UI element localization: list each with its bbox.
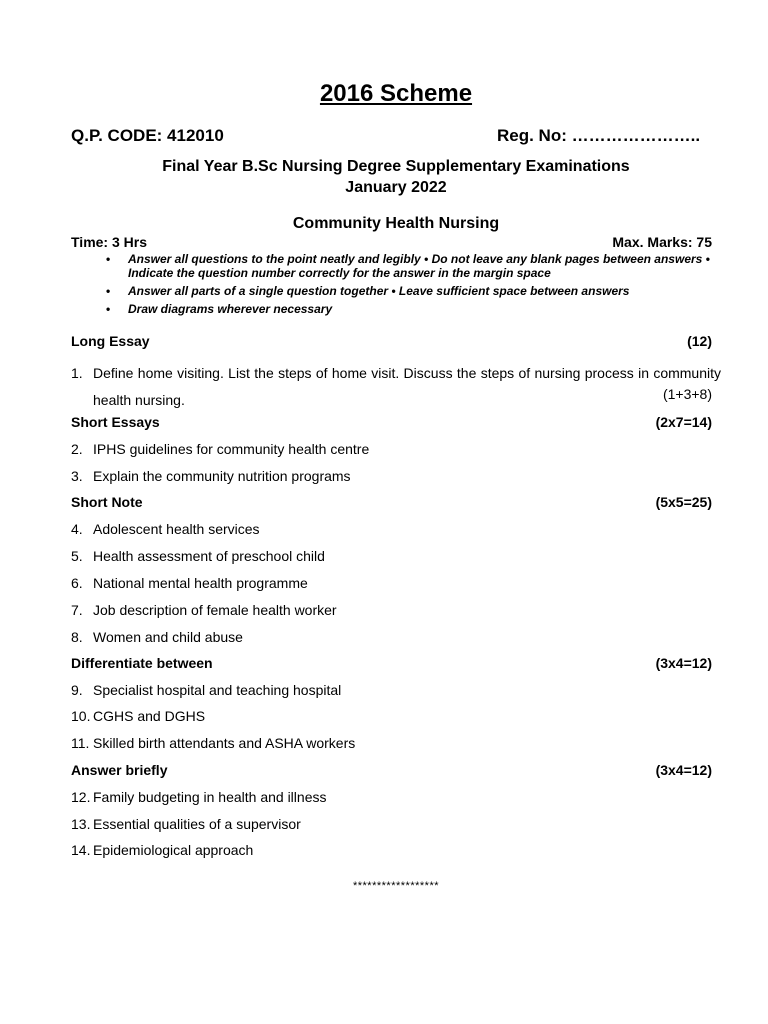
instruction-item: • Draw diagrams wherever necessary bbox=[106, 302, 333, 316]
section-short-essays: Short Essays bbox=[71, 414, 160, 430]
time-allowed: Time: 3 Hrs bbox=[71, 234, 147, 250]
question-11: 11. Skilled birth attendants and ASHA workers bbox=[71, 735, 356, 751]
question-8: 8. Women and child abuse bbox=[71, 629, 243, 645]
section-differentiate-marks: (3x4=12) bbox=[655, 655, 712, 671]
question-5: 5. Health assessment of preschool child bbox=[71, 548, 325, 564]
question-3: 3. Explain the community nutrition programs bbox=[71, 468, 351, 484]
exam-title: Final Year B.Sc Nursing Degree Supplementary Examinations bbox=[162, 158, 630, 175]
question-12: 12. Family budgeting in health and illness bbox=[71, 789, 327, 805]
section-long-essay: Long Essay bbox=[71, 333, 150, 349]
qp-code: Q.P. CODE: 412010 bbox=[71, 126, 224, 145]
max-marks: Max. Marks: 75 bbox=[612, 234, 712, 250]
subject-title: Community Health Nursing bbox=[292, 215, 500, 232]
question-4: 4. Adolescent health services bbox=[71, 521, 260, 537]
section-answer-briefly: Answer briefly bbox=[71, 762, 168, 778]
instruction-item: • Answer all parts of a single question together • Leave sufficient space between answers bbox=[106, 284, 630, 298]
reg-no: Reg. No: ………………….. bbox=[497, 126, 701, 145]
end-stars: ****************** bbox=[352, 880, 440, 892]
bullet-icon: • bbox=[106, 284, 111, 298]
question-1-marks: (1+3+8) bbox=[662, 386, 712, 402]
section-short-essays-marks: (2x7=14) bbox=[655, 414, 712, 430]
question-13: 13. Essential qualities of a supervisor bbox=[71, 816, 301, 832]
instructions-list bbox=[106, 252, 716, 320]
section-answer-briefly-marks: (3x4=12) bbox=[655, 762, 712, 778]
question-10: 10. CGHS and DGHS bbox=[71, 708, 206, 724]
bullet-icon: • bbox=[106, 252, 111, 266]
section-short-note: Short Note bbox=[71, 494, 143, 510]
question-9: 9. Specialist hospital and teaching hospital bbox=[71, 682, 342, 698]
question-7: 7. Job description of female health worker bbox=[71, 602, 337, 618]
section-long-essay-marks: (12) bbox=[687, 333, 712, 349]
question-14: 14. Epidemiological approach bbox=[71, 842, 254, 858]
exam-session: January 2022 bbox=[345, 179, 447, 196]
scheme-title: 2016 Scheme bbox=[319, 80, 473, 107]
section-short-note-marks: (5x5=25) bbox=[655, 494, 712, 510]
instruction-item: • Answer all questions to the point neatly and legibly • Do not leave any blank pages between answers • Indicate the question number correctly for the answer in the margin space bbox=[106, 252, 710, 280]
question-1: 1. Define home visiting. List the steps of home visit. Discuss the steps of nursing process in community health nursing. bbox=[71, 365, 721, 408]
bullet-icon: • bbox=[106, 302, 111, 316]
question-6: 6. National mental health programme bbox=[71, 575, 308, 591]
question-2: 2. IPHS guidelines for community health centre bbox=[71, 441, 370, 457]
section-differentiate: Differentiate between bbox=[71, 655, 213, 671]
